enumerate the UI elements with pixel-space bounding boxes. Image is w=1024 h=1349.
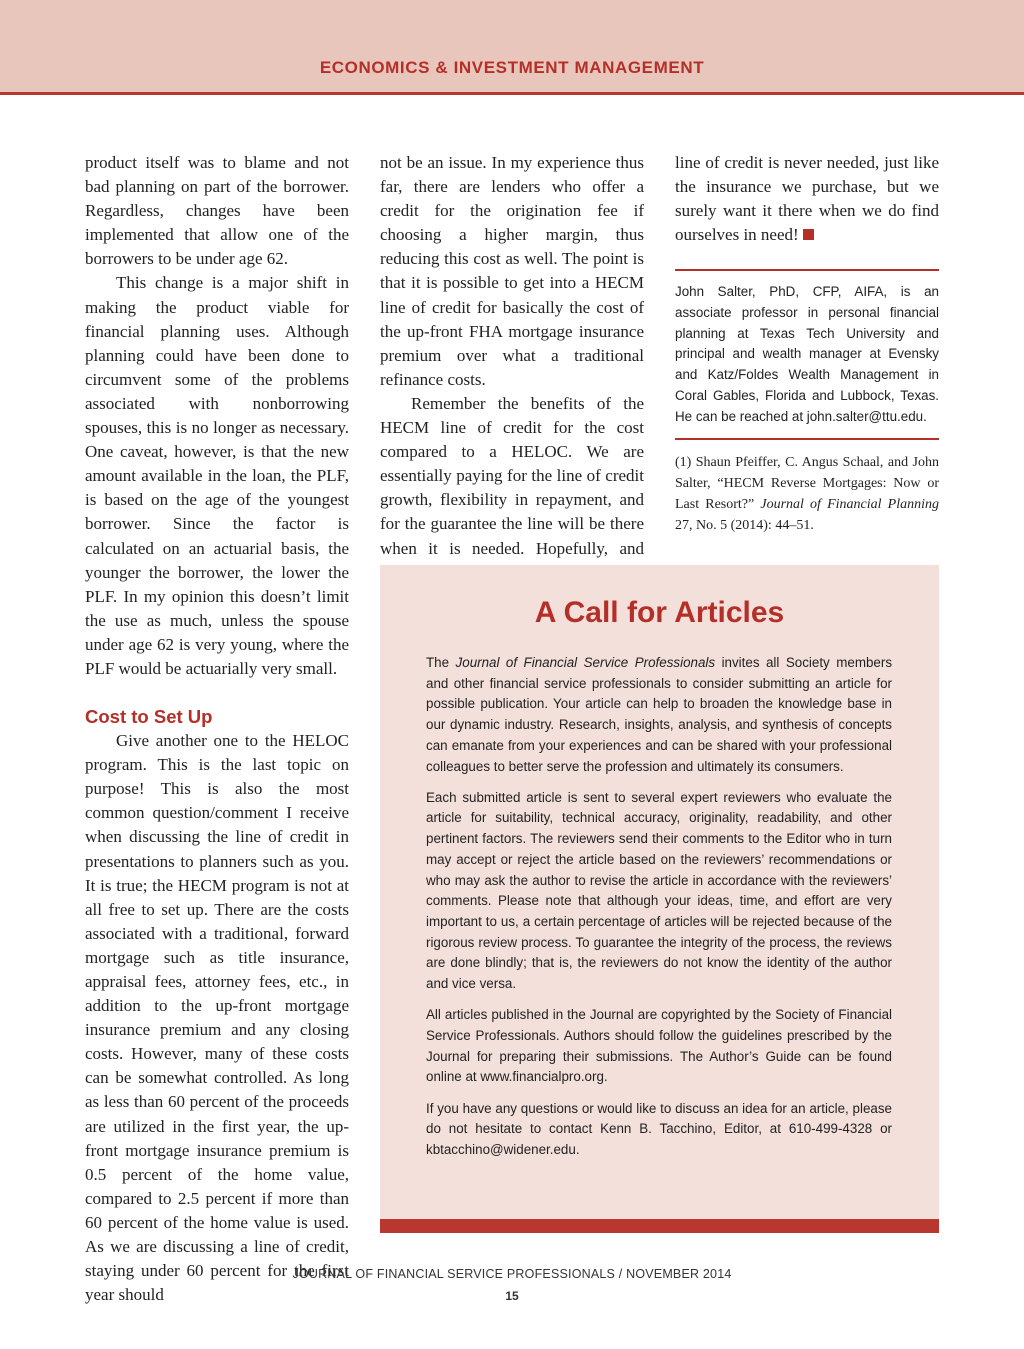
section-title: ECONOMICS & INVESTMENT MANAGEMENT [319,58,705,77]
article-column-2 [380,151,644,585]
header-band [0,0,1024,92]
article-paragraph: product itself was to blame and not bad planning on part of the borrower. Regardless, changes have been implemented that allow one of the borrowers to be under age 62. [85,153,349,269]
subheading: Cost to Set Up [85,706,213,728]
article-paragraph-end [675,151,939,247]
box-text: The [426,655,456,670]
call-for-articles-title: A Call for Articles [534,596,785,629]
box-paragraph: Each submitted article is sent to several expert reviewers who evaluate the article for suitability, technical accuracy, originality, readability, and other pertinent factors. The reviewers send their comments to the Editor who in turn may accept or reject the article based on the reviewers’ recommendations or who may ask the author to revise the article in accordance with the reviewers’ comments. Please note that although your ideas, time, and effort are very important to us, a certain percentage of articles will be rejected because of the rigorous review process. To guarantee the integrity of the process, the reviews are done blindly; that is, the reviewers do not know the identity of the author and vice versa. [426,789,892,992]
article-paragraph-text: line of credit is never needed, just like the insurance we purchase, but we surely want it there when we do find ourselves in need! [675,153,939,245]
divider [675,269,939,271]
page-number: 15 [505,1289,519,1303]
footnote-text: (1) Shaun Pfeiffer, C. Angus Schaal, and John Salter, “HECM Reverse Mortgages: Now or Last Resort?” [675,455,939,513]
footnote [675,452,939,536]
footer-journal-line: JOURNAL OF FINANCIAL SERVICE PROFESSIONALS / NOVEMBER 2014 [292,1267,732,1281]
end-mark-icon [803,229,814,240]
box-paragraph: If you have any questions or would like to discuss an idea for an article, please do not hesitate to contact Kenn B. Tacchino, Editor, at 610-499-4328 or kbtacchino@widener.edu. [426,1100,892,1157]
footnote-journal: Journal of Financial Planning [760,497,939,513]
call-for-articles-body [426,653,892,1171]
box-paragraph: All articles published in the Journal are copyrighted by the Society of Financial Service Professionals. Authors should follow the guidelines prescribed by the Journal for preparing their submissions. The Author’s Guide can be found online at www.financialpro.org. [426,1007,892,1085]
box-paragraph [426,653,892,777]
header-rule [0,92,1024,95]
author-bio: John Salter, PhD, CFP, AIFA, is an associate professor in personal financial planning at Texas Tech University and principal and wealth manager at Evensky and Katz/Foldes Wealth Management in Coral Gables, Florida and Lubbock, Texas. He can be reached at john.salter@ttu.edu. [675,284,939,424]
article-column-3 [675,151,939,536]
article-paragraph: Remember the benefits of the HECM line of credit for the cost compared to a HELOC. We are essentially paying for the line of credit growth, flexibility in repayment, and for the guarantee the line will be there when it is needed. Hopefully, and [380,393,644,558]
divider [675,438,939,440]
article-paragraph: This change is a major shift in making the product viable for financial planning uses. Although planning could have been done to circumvent some of the problems associated with nonborrowing spouses, this is no longer as necessary. One caveat, however, is that the new amount available in the loan, the PLF, is based on the age of the youngest borrower. Since the factor is calculated on an actuarial basis, the younger the borrower, the lower the PLF. In my opinion this doesn’t limit the use as much, unless the spouse under age 62 is very young, where the PLF would be actuarially very small. [85,273,349,678]
box-bottom-bar [380,1219,939,1233]
article-paragraph: Give another one to the HELOC program. This is the last topic on purpose! This is also the most common question/comment I receive when discussing the line of credit in presentations to planners such as you. It is true; the HECM program is not at all free to set up. There are the costs associated with a traditional, forward mortgage such as title insurance, appraisal fees, attorney fees, etc., in addition to the up-front mortgage insurance premium and any closing costs. However, many of these costs can be somewhat controlled. As long as less than 60 percent of the proceeds are utilized in the first year, the up-front mortgage insurance premium is 0.5 percent of the home value, compared to 2.5 percent if more than 60 percent of the home value is used. As we are discussing a line of credit, staying under 60 percent for the first year should [85,731,349,1305]
box-text: invites all Society members and other financial service professionals to consider submitting an article for possible publication. Your article can help to broaden the knowledge base in our dynamic industry. Research, insights, analysis, and synthesis of concepts can emanate from your experiences and can be shared with your professional colleagues to better serve the profession and ultimately its consumers. [426,655,893,774]
article-paragraph: not be an issue. In my experience thus far, there are lenders who offer a credit for the origination fee if choosing a higher margin, thus reducing this cost as well. The point is that it is possible to get into a HECM line of credit for basically the cost of the up-front FHA mortgage insurance premium over what a traditional refinance costs. [380,153,644,389]
article-column-1 [85,151,349,1307]
box-journal-name: Journal of Financial Service Professionals [455,655,716,670]
footnote-text: 27, No. 5 (2014): 44–51. [675,518,814,534]
